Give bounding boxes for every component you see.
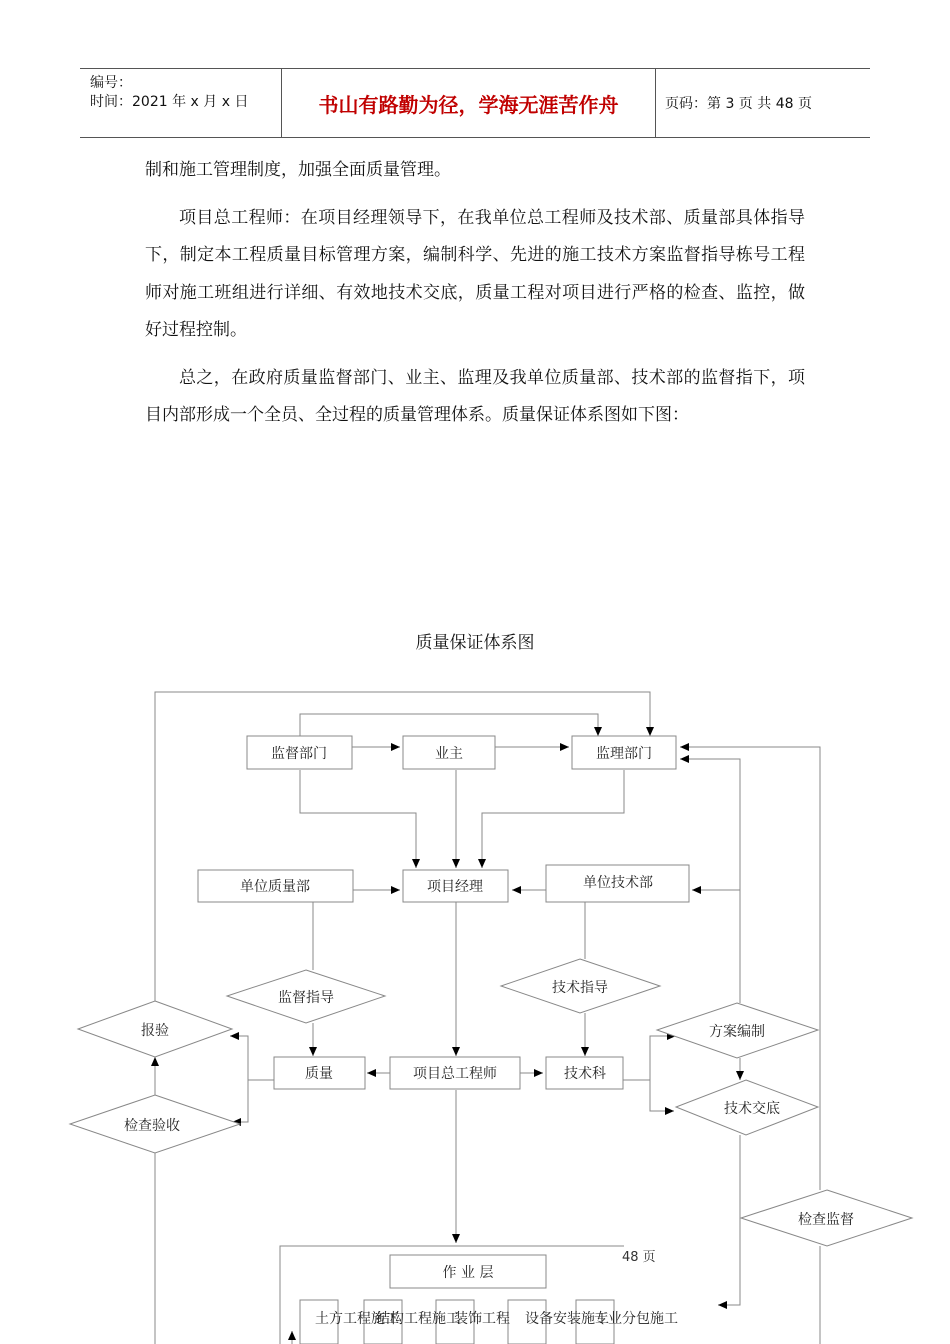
label-unit-tech: 单位技术部 — [583, 875, 653, 891]
connector — [718, 1135, 740, 1305]
label-equipment: 设备安装施工 — [525, 1311, 609, 1327]
document-date-label: 时间：2021 年 x 月 x 日 — [90, 94, 249, 110]
diagram-diamonds — [70, 959, 912, 1246]
label-structure: 结构工程施工 — [376, 1311, 460, 1327]
label-supervisor-dept: 监理部门 — [596, 746, 652, 762]
label-supervision-guide: 监督指导 — [278, 990, 334, 1006]
connector — [230, 1036, 274, 1080]
connector — [650, 1080, 674, 1111]
connector — [300, 770, 416, 868]
label-report-inspection: 报验 — [141, 1023, 169, 1039]
label-unit-quality: 单位质量部 — [240, 879, 310, 895]
page-number-label: 页码：第 3 页 共 48 页 — [665, 96, 812, 112]
label-quality: 质量 — [305, 1066, 333, 1082]
header-motto: 书山有路勤为径，学海无涯苦作舟 — [318, 92, 619, 117]
connector — [300, 714, 598, 736]
connector — [232, 1080, 248, 1122]
paragraph: 总之，在政府质量监督部门、业主、监理及我单位质量部、技术部的监督指下，项目内部形成一个全员、全过程的质量管理体系。质量保证体系图如下图： — [145, 367, 805, 425]
label-owner: 业主 — [435, 746, 463, 762]
page-footer-fragment: 48 页 — [622, 1250, 656, 1265]
label-decoration: 装饰工程 — [454, 1311, 510, 1327]
connector — [482, 770, 624, 868]
diagram-title: 质量保证体系图 — [415, 633, 535, 653]
label-work-layer: 作 业 层 — [442, 1265, 494, 1281]
paragraph: 项目总工程师：在项目经理领导下，在我单位总工程师及技术部、质量部具体指导下，制定本工程质量目标管理方案，编制科学、先进的施工技术方案监督指导栋号工程师对施工班组进行详细、有效地技术交底，质量工程对项目进行严格的检查、监控，做好过程控制。 — [145, 207, 805, 340]
label-tech-guide: 技术指导 — [552, 980, 608, 996]
label-tech-section: 技术科 — [564, 1066, 606, 1082]
label-supervision-dept: 监督部门 — [271, 746, 327, 762]
connector — [623, 1036, 676, 1080]
label-check-supervise: 检查监督 — [798, 1212, 854, 1228]
label-check-accept: 检查验收 — [124, 1118, 180, 1134]
label-chief-engineer: 项目总工程师 — [413, 1066, 497, 1082]
label-plan-compile: 方案编制 — [709, 1024, 765, 1040]
paragraph: 制和施工管理制度，加强全面质量管理。 — [145, 160, 451, 180]
document-number-label: 编号： — [90, 75, 132, 91]
diagram-boxes — [198, 736, 689, 1344]
label-tech-disclosure: 技术交底 — [724, 1101, 780, 1117]
label-project-manager: 项目经理 — [427, 879, 483, 895]
label-subcontract: 专业分包施工 — [594, 1311, 678, 1327]
label-earthwork: 土方工程施工 — [315, 1311, 399, 1327]
